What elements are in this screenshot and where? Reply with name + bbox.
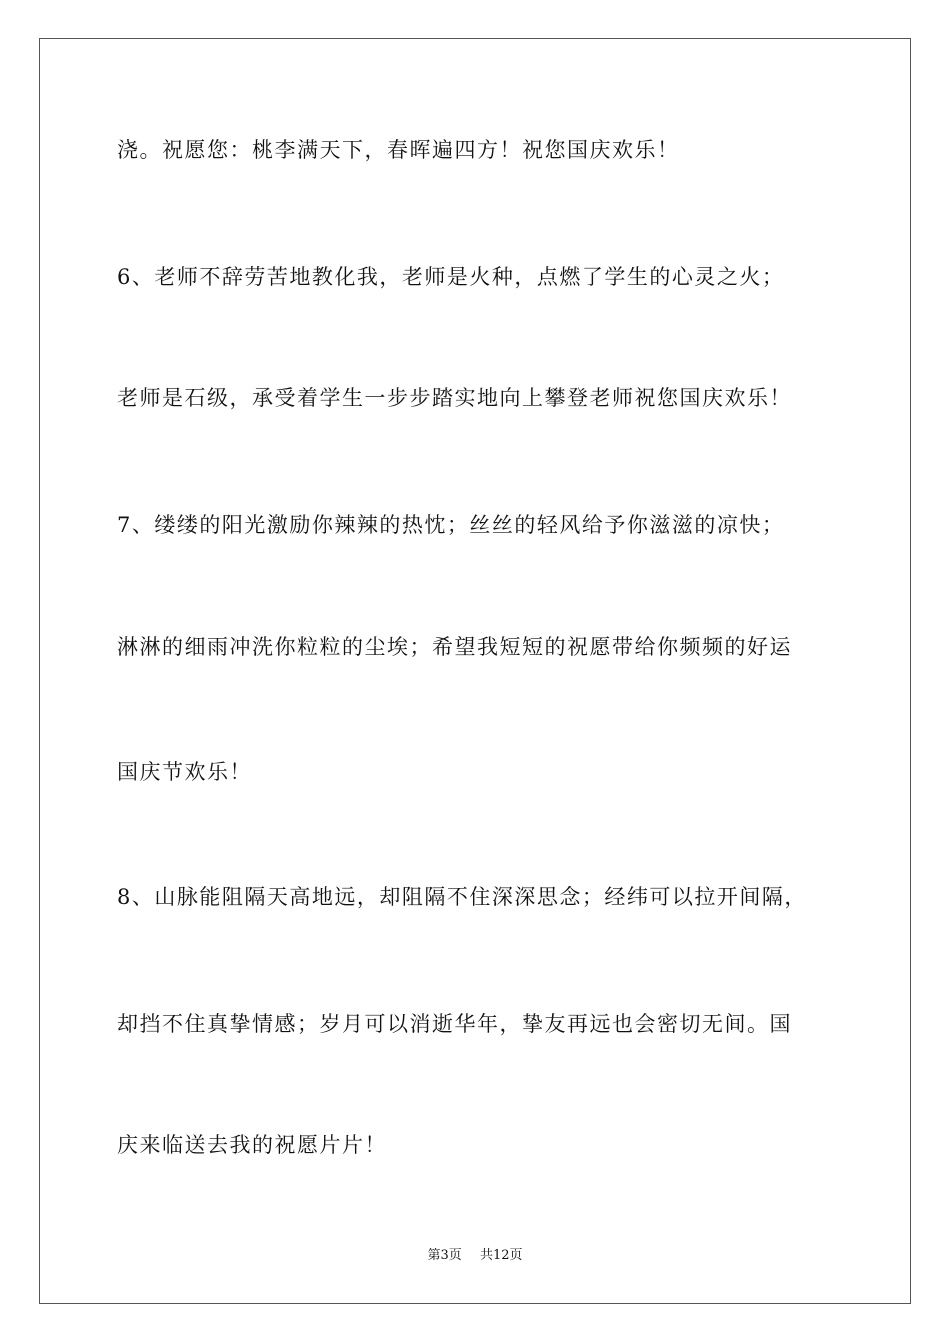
text-line-1: 浇。祝愿您：桃李满天下，春晖遍四方！祝您国庆欢乐！ — [117, 138, 680, 162]
text-line-7: 8、山脉能阻隔天高地远，却阻隔不住深深思念；经纬可以拉开间隔， — [117, 885, 807, 909]
text-line-8: 却挡不住真挚情感；岁月可以消逝华年，挚友再远也会密切无间。国 — [117, 1012, 792, 1036]
text-line-4: 7、缕缕的阳光激励你辣辣的热忱；丝丝的轻风给予你滋滋的凉快； — [117, 513, 785, 537]
text-line-3: 老师是石级，承受着学生一步步踏实地向上攀登老师祝您国庆欢乐！ — [117, 386, 792, 410]
page-number: 第3页 — [427, 1248, 462, 1263]
text-line-9: 庆来临送去我的祝愿片片！ — [117, 1133, 387, 1157]
page-frame — [39, 38, 911, 1304]
text-line-2: 6、老师不辞劳苦地教化我，老师是火种，点燃了学生的心灵之火； — [117, 265, 785, 289]
text-line-6: 国庆节欢乐！ — [117, 760, 252, 784]
page-footer — [0, 1246, 950, 1266]
text-line-5: 淋淋的细雨冲洗你粒粒的尘埃；希望我短短的祝愿带给你频频的好运 — [117, 635, 792, 659]
page-total: 共12页 — [479, 1248, 523, 1263]
